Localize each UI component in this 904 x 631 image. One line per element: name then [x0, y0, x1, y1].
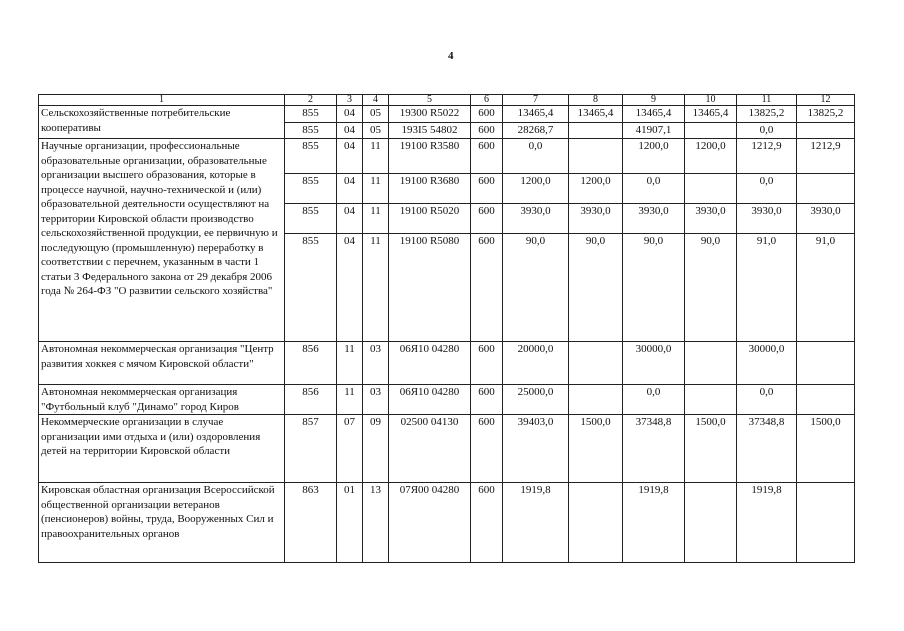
cell-col-10: 1200,0	[685, 139, 737, 174]
budget-table	[38, 94, 855, 563]
cell-col-11: 1212,9	[737, 139, 797, 174]
cell-col-3: 04	[337, 174, 363, 204]
cell-col-9: 41907,1	[623, 123, 685, 139]
column-header-5: 5	[389, 95, 471, 106]
cell-col-3: 11	[337, 385, 363, 415]
cell-col-10	[685, 342, 737, 385]
cell-col-12: 3930,0	[797, 204, 855, 234]
cell-col-7: 90,0	[503, 234, 569, 342]
cell-col-3: 07	[337, 415, 363, 483]
column-header-11: 11	[737, 95, 797, 106]
cell-col-8	[569, 483, 623, 563]
cell-col-12: 13825,2	[797, 106, 855, 123]
cell-col-12	[797, 123, 855, 139]
cell-col-6: 600	[471, 139, 503, 174]
cell-col-10: 90,0	[685, 234, 737, 342]
column-header-9: 9	[623, 95, 685, 106]
cell-col-5: 193I5 54802	[389, 123, 471, 139]
cell-col-12	[797, 342, 855, 385]
cell-col-11: 30000,0	[737, 342, 797, 385]
table-row	[39, 483, 855, 563]
column-header-8: 8	[569, 95, 623, 106]
header-row	[39, 95, 855, 106]
cell-col-5: 02500 04130	[389, 415, 471, 483]
cell-col-6: 600	[471, 174, 503, 204]
cell-col-5: 19100 R5020	[389, 204, 471, 234]
cell-col-3: 11	[337, 342, 363, 385]
cell-col-5: 19100 R3680	[389, 174, 471, 204]
cell-col-8	[569, 385, 623, 415]
cell-col-6: 600	[471, 106, 503, 123]
cell-col-4: 09	[363, 415, 389, 483]
cell-col-12: 91,0	[797, 234, 855, 342]
cell-col-7: 20000,0	[503, 342, 569, 385]
cell-col-7: 39403,0	[503, 415, 569, 483]
cell-col-5: 19100 R5080	[389, 234, 471, 342]
cell-col-12	[797, 174, 855, 204]
cell-col-11: 0,0	[737, 385, 797, 415]
cell-col-10	[685, 174, 737, 204]
cell-col-9: 30000,0	[623, 342, 685, 385]
cell-col-6: 600	[471, 123, 503, 139]
cell-col-2: 855	[285, 204, 337, 234]
cell-col-11: 3930,0	[737, 204, 797, 234]
cell-col-11: 91,0	[737, 234, 797, 342]
cell-col-2: 856	[285, 385, 337, 415]
cell-col-2: 855	[285, 123, 337, 139]
cell-col-3: 04	[337, 139, 363, 174]
cell-col-2: 855	[285, 174, 337, 204]
cell-col-9: 37348,8	[623, 415, 685, 483]
cell-col-9: 3930,0	[623, 204, 685, 234]
table-row	[39, 106, 855, 123]
cell-col-2: 856	[285, 342, 337, 385]
cell-col-3: 01	[337, 483, 363, 563]
cell-col-4: 13	[363, 483, 389, 563]
organization-name-cell: Автономная некоммерческая организация "Центр развития хоккея с мячом Кировской области"	[39, 342, 285, 385]
cell-col-6: 600	[471, 204, 503, 234]
cell-col-4: 05	[363, 106, 389, 123]
cell-col-4: 11	[363, 204, 389, 234]
cell-col-8: 1500,0	[569, 415, 623, 483]
column-header-6: 6	[471, 95, 503, 106]
cell-col-4: 03	[363, 342, 389, 385]
cell-col-11: 0,0	[737, 123, 797, 139]
column-header-12: 12	[797, 95, 855, 106]
cell-col-4: 03	[363, 385, 389, 415]
table-row	[39, 139, 855, 174]
organization-name-cell: Кировская областная организация Всероссийской общественной организации ветеранов (пенсионеров) войны, труда, Вооруженных Сил и правоохранительных органов	[39, 483, 285, 563]
page-number: 4	[448, 50, 454, 62]
cell-col-9: 1200,0	[623, 139, 685, 174]
cell-col-6: 600	[471, 342, 503, 385]
column-header-4: 4	[363, 95, 389, 106]
cell-col-10: 13465,4	[685, 106, 737, 123]
cell-col-7: 1200,0	[503, 174, 569, 204]
cell-col-7: 1919,8	[503, 483, 569, 563]
cell-col-3: 04	[337, 106, 363, 123]
cell-col-9: 13465,4	[623, 106, 685, 123]
cell-col-10: 1500,0	[685, 415, 737, 483]
cell-col-3: 04	[337, 234, 363, 342]
cell-col-2: 855	[285, 106, 337, 123]
cell-col-7: 13465,4	[503, 106, 569, 123]
cell-col-11: 13825,2	[737, 106, 797, 123]
table-row	[39, 415, 855, 483]
cell-col-2: 855	[285, 139, 337, 174]
cell-col-9: 0,0	[623, 174, 685, 204]
cell-col-8: 1200,0	[569, 174, 623, 204]
cell-col-11: 37348,8	[737, 415, 797, 483]
cell-col-4: 05	[363, 123, 389, 139]
cell-col-7: 28268,7	[503, 123, 569, 139]
cell-col-3: 04	[337, 123, 363, 139]
cell-col-5: 19300 R5022	[389, 106, 471, 123]
cell-col-7: 3930,0	[503, 204, 569, 234]
cell-col-5: 06Я10 04280	[389, 385, 471, 415]
cell-col-8	[569, 123, 623, 139]
cell-col-10	[685, 385, 737, 415]
cell-col-8	[569, 139, 623, 174]
cell-col-5: 19100 R3580	[389, 139, 471, 174]
cell-col-5: 06Я10 04280	[389, 342, 471, 385]
cell-col-12	[797, 483, 855, 563]
cell-col-4: 11	[363, 234, 389, 342]
cell-col-6: 600	[471, 385, 503, 415]
organization-name-cell: Автономная некоммерческая организация "Футбольный клуб "Динамо" город Киров	[39, 385, 285, 415]
cell-col-7: 25000,0	[503, 385, 569, 415]
cell-col-2: 855	[285, 234, 337, 342]
cell-col-4: 11	[363, 139, 389, 174]
column-header-10: 10	[685, 95, 737, 106]
cell-col-6: 600	[471, 234, 503, 342]
cell-col-11: 0,0	[737, 174, 797, 204]
column-header-7: 7	[503, 95, 569, 106]
cell-col-8	[569, 342, 623, 385]
cell-col-12: 1212,9	[797, 139, 855, 174]
table-row	[39, 342, 855, 385]
cell-col-7: 0,0	[503, 139, 569, 174]
cell-col-8: 90,0	[569, 234, 623, 342]
organization-name-cell: Сельскохозяйственные потребительские кооперативы	[39, 106, 285, 139]
organization-name-cell: Некоммерческие организации в случае организации ими отдыха и (или) оздоровления детей на территории Кировской области	[39, 415, 285, 483]
cell-col-6: 600	[471, 483, 503, 563]
table-row	[39, 385, 855, 415]
cell-col-8: 3930,0	[569, 204, 623, 234]
cell-col-9: 90,0	[623, 234, 685, 342]
cell-col-9: 0,0	[623, 385, 685, 415]
column-header-3: 3	[337, 95, 363, 106]
cell-col-2: 863	[285, 483, 337, 563]
cell-col-5: 07Я00 04280	[389, 483, 471, 563]
column-header-2: 2	[285, 95, 337, 106]
cell-col-12: 1500,0	[797, 415, 855, 483]
cell-col-6: 600	[471, 415, 503, 483]
cell-col-9: 1919,8	[623, 483, 685, 563]
cell-col-3: 04	[337, 204, 363, 234]
cell-col-12	[797, 385, 855, 415]
cell-col-10	[685, 483, 737, 563]
cell-col-10: 3930,0	[685, 204, 737, 234]
cell-col-4: 11	[363, 174, 389, 204]
cell-col-10	[685, 123, 737, 139]
column-header-1: 1	[39, 95, 285, 106]
organization-name-cell: Научные организации, профессиональные образовательные организации, образовательные организации высшего образования, которые в процессе научной, научно-технической и (или) образовательной деятельности осуществляют на территории Кировской области производство сельскохозяйственной продукции, ее первичную и последующую (промышленную) переработку в соответствии с перечнем, указанным в части 1 статьи 3 Федерального закона от 29 декабря 2006 года № 264-ФЗ "О развитии сельского хозяйства"	[39, 139, 285, 342]
cell-col-2: 857	[285, 415, 337, 483]
cell-col-8: 13465,4	[569, 106, 623, 123]
cell-col-11: 1919,8	[737, 483, 797, 563]
